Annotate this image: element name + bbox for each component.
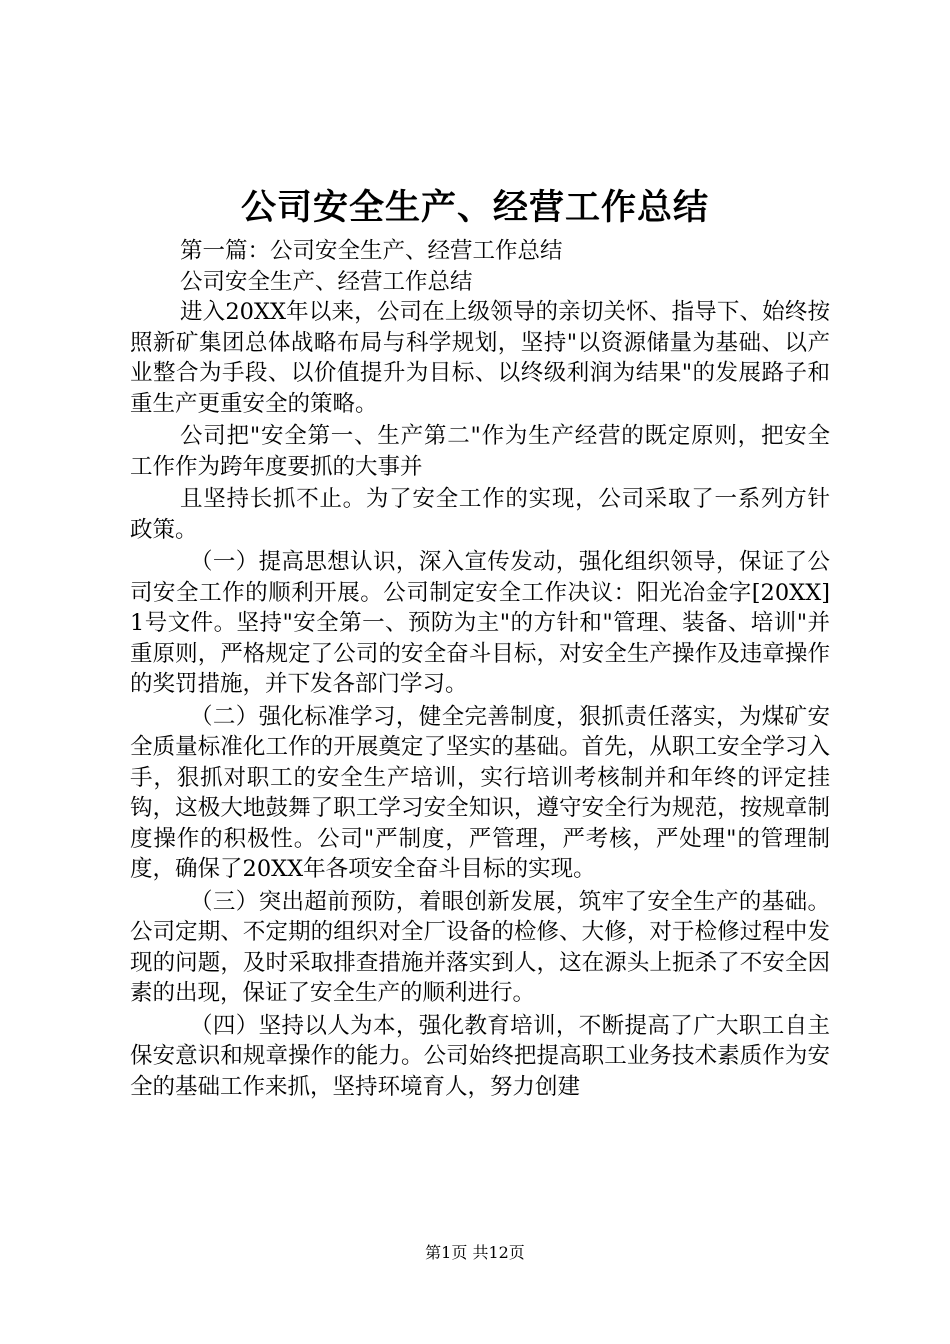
paragraph: （一）提高思想认识，深入宣传发动，强化组织领导，保证了公司安全工作的顺利开展。公司制定安全工作决议：阳光冶金字[20XX]1号文件。坚持"安全第一、预防为主"的方针和"管理、装备、培训"并重原则，严格规定了公司的安全奋斗目标，对安全生产操作及违章操作的奖罚措施，并下发各部门学习。 [130, 549, 830, 697]
subtitle: 公司安全生产、经营工作总结 [180, 268, 473, 295]
paragraph: 进入20XX年以来，公司在上级领导的亲切关怀、指导下、始终按照新矿集团总体战略布局与科学规划，坚持"以资源储量为基础、以产业整合为手段、以价值提升为目标、以终级利润为结果"的发展路子和重生产更重安全的策略。 [130, 299, 830, 417]
document-title: 公司安全生产、经营工作总结 [240, 188, 709, 228]
document-body [130, 236, 830, 1102]
paragraph: 且坚持长抓不止。为了安全工作的实现，公司采取了一系列方针政策。 [130, 486, 830, 543]
paragraph: 公司把"安全第一、生产第二"作为生产经营的既定原则，把安全工作作为跨年度要抓的大事并 [130, 423, 830, 480]
paragraph: （四）坚持以人为本，强化教育培训，不断提高了广大职工自主保安意识和规章操作的能力。公司始终把提高职工业务技术素质作为安全的基础工作来抓，坚持环境育人，努力创建 [130, 1012, 830, 1100]
section-heading: 第一篇：公司安全生产、经营工作总结 [180, 238, 563, 264]
page-footer: 第1页 共12页 [425, 1243, 525, 1262]
paragraph: （二）强化标准学习，健全完善制度，狠抓责任落实，为煤矿安全质量标准化工作的开展奠定了坚实的基础。首先，从职工安全学习入手，狠抓对职工的安全生产培训，实行培训考核制并和年终的评定挂钩，这极大地鼓舞了职工学习安全知识，遵守安全行为规范，按规章制度操作的积极性。公司"严制度，严管理，严考核，严处理"的管理制度，确保了20XX年各项安全奋斗目标的实现。 [130, 703, 830, 882]
paragraph: （三）突出超前预防，着眼创新发展，筑牢了安全生产的基础。公司定期、不定期的组织对全厂设备的检修、大修，对于检修过程中发现的问题，及时采取排查措施并落实到人，这在源头上扼杀了不安全因素的出现，保证了安全生产的顺利进行。 [130, 888, 830, 1006]
